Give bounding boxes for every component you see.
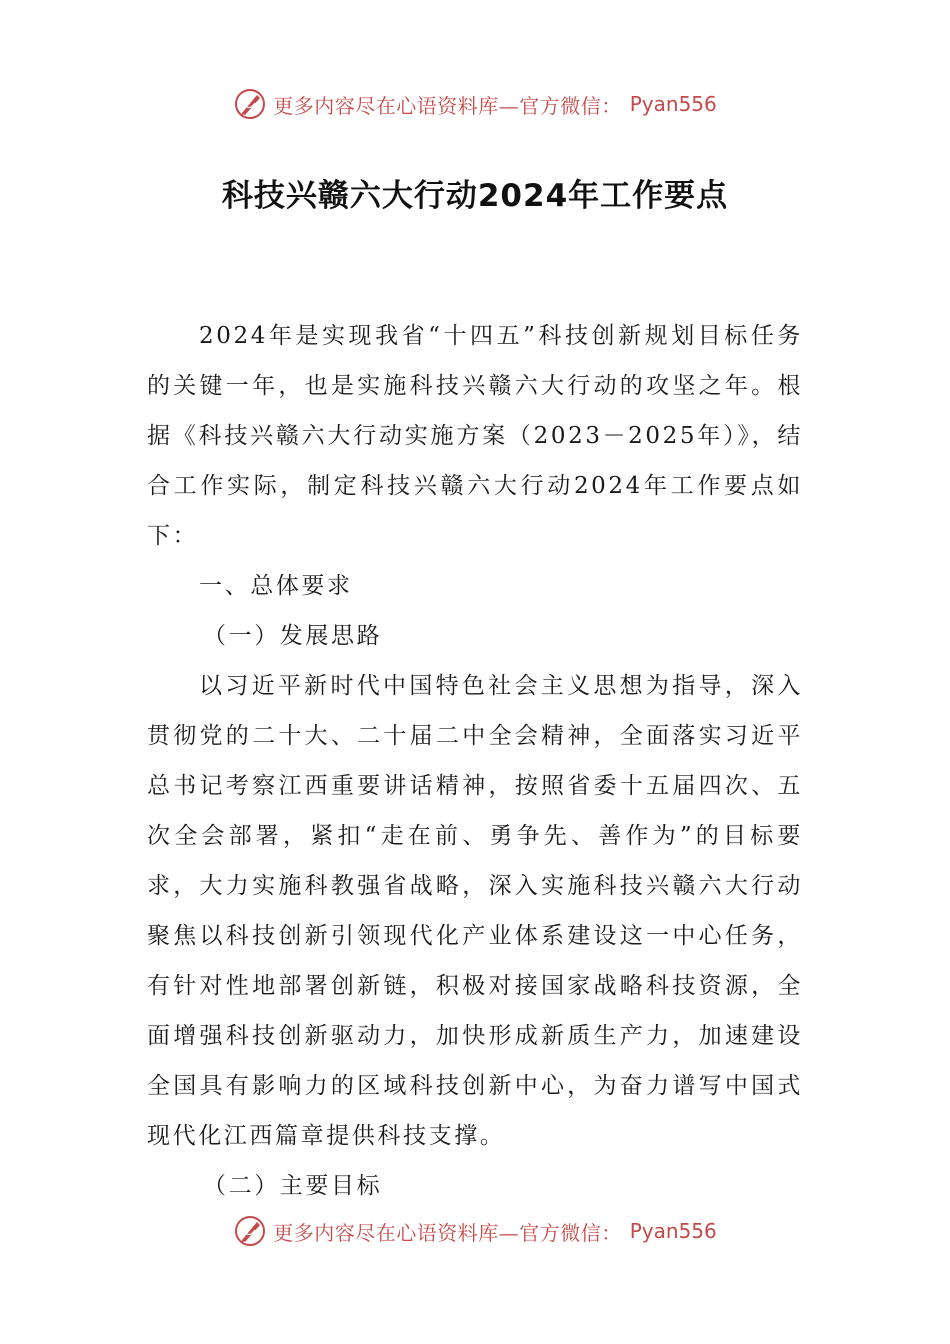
quill-pen-icon <box>233 1214 267 1248</box>
subsection-heading-2: （二）主要目标 <box>203 1173 383 1199</box>
footer-watermark <box>0 1211 950 1251</box>
watermark-wechat-id: Pyan556 <box>629 92 717 116</box>
intro-paragraph: 2024年是实现我省“十四五”科技创新规划目标任务的关键一年，也是实施科技兴赣六大行动的攻坚之年。根据《科技兴赣六大行动实施方案（2023－2025年）》，结合工作实际，制定科技兴赣六大行动2024年工作要点如下： <box>147 323 803 549</box>
section-heading-1: 一、总体要求 <box>199 573 353 599</box>
subsection-heading-1: （一）发展思路 <box>203 623 383 649</box>
quill-pen-icon <box>233 87 267 121</box>
header-watermark <box>0 84 950 124</box>
watermark-wechat-id: Pyan556 <box>629 1219 717 1243</box>
document-title: 科技兴赣六大行动2024年工作要点 <box>221 178 729 214</box>
subsection-1-paragraph: 以习近平新时代中国特色社会主义思想为指导，深入贯彻党的二十大、二十届二中全会精神，全面落实习近平总书记考察江西重要讲话精神，按照省委十五届四次、五次全会部署，紧扣“走在前、勇争先、善作为”的目标要求，大力实施科教强省战略，深入实施科技兴赣六大行动聚焦以科技创新引领现代化产业体系建设这一中心任务，有针对性地部署创新链，积极对接国家战略科技资源，全面增强科技创新驱动力，加快形成新质生产力，加速建设全国具有影响力的区域科技创新中心，为奋力谱写中国式现代化江西篇章提供科技支撑。 <box>147 673 803 1149</box>
watermark-text: 更多内容尽在心语资料库—官方微信： <box>273 1220 622 1245</box>
watermark-text: 更多内容尽在心语资料库—官方微信： <box>273 93 622 118</box>
document-body <box>147 311 803 1211</box>
